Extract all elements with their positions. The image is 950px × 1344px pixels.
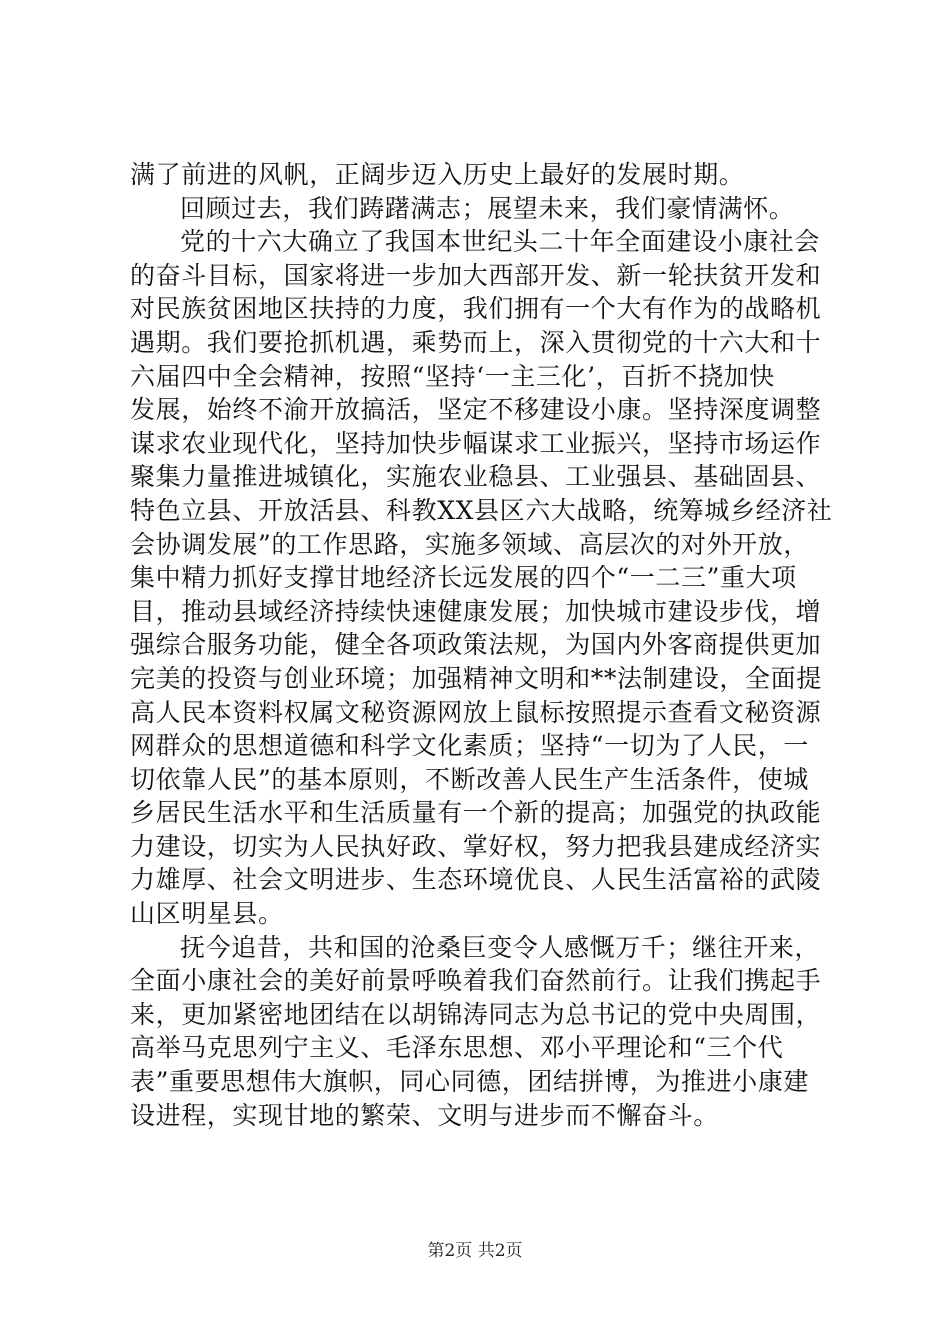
text-line: 党的十六大确立了我国本世纪头二十年全面建设小康社会 xyxy=(180,227,821,257)
document-body xyxy=(130,158,833,1132)
page-number-footer: 第2页 共2页 xyxy=(427,1241,523,1261)
text-line: 来，更加紧密地团结在以胡锦涛同志为总书记的党中央周围， xyxy=(130,999,822,1029)
text-line: 乡居民生活水平和生活质量有一个新的提高；加强党的执政能 xyxy=(130,798,822,828)
text-line: 六届四中全会精神，按照“坚持‘一主三化’，百折不挠加快 xyxy=(130,361,775,391)
text-line: 发展，始终不渝开放搞活，坚定不移建设小康。坚持深度调整 xyxy=(130,395,822,425)
text-line: 会协调发展”的工作思路，实施多领域、高层次的对外开放， xyxy=(130,529,809,559)
text-line: 山区明星县。 xyxy=(130,899,284,929)
text-line: 目，推动县域经济持续快速健康发展；加快城市建设步伐，增 xyxy=(130,596,822,626)
text-line: 遇期。我们要抢抓机遇，乘势而上，深入贯彻党的十六大和十 xyxy=(130,327,822,357)
text-line: 完美的投资与创业环境；加强精神文明和**法制建设，全面提 xyxy=(130,663,822,693)
text-line: 对民族贫困地区扶持的力度，我们拥有一个大有作为的战略机 xyxy=(130,294,822,324)
text-line: 特色立县、开放活县、科教XX县区六大战略，统筹城乡经济社 xyxy=(130,495,833,525)
text-line: 聚集力量推进城镇化，实施农业稳县、工业强县、基础固县、 xyxy=(130,462,822,492)
text-line: 表”重要思想伟大旗帜，同心同德，团结拼博，为推进小康建 xyxy=(130,1067,809,1097)
text-line: 抚今追昔，共和国的沧桑巨变令人感慨万千；继往开来， xyxy=(180,932,821,962)
text-line: 满了前进的风帆，正阔步迈入历史上最好的发展时期。 xyxy=(130,160,745,189)
text-line: 集中精力抓好支撑甘地经济长远发展的四个“一二三”重大项 xyxy=(130,563,797,593)
text-line: 的奋斗目标，国家将进一步加大西部开发、新一轮扶贫开发和 xyxy=(130,260,822,290)
text-line: 高人民本资料权属文秘资源网放上鼠标按照提示查看文秘资源 xyxy=(130,697,822,727)
text-line: 力建设，切实为人民执好政、掌好权，努力把我县建成经济实 xyxy=(130,831,822,861)
text-line: 回顾过去，我们踌躇满志；展望未来，我们豪情满怀。 xyxy=(180,193,795,223)
text-line: 网群众的思想道德和科学文化素质；坚持“一切为了人民，一 xyxy=(130,731,809,761)
text-line: 全面小康社会的美好前景呼唤着我们奋然前行。让我们携起手 xyxy=(130,966,822,996)
text-line: 高举马克思列宁主义、毛泽东思想、邓小平理论和“三个代 xyxy=(130,1033,784,1063)
text-line: 设进程，实现甘地的繁荣、文明与进步而不懈奋斗。 xyxy=(130,1100,719,1130)
text-line: 切依靠人民”的基本原则，不断改善人民生产生活条件，使城 xyxy=(130,764,809,794)
text-line: 谋求农业现代化，坚持加快步幅谋求工业振兴，坚持市场运作 xyxy=(130,428,822,458)
text-line: 强综合服务功能，健全各项政策法规，为国内外客商提供更加 xyxy=(130,630,822,660)
text-line: 力雄厚、社会文明进步、生态环境优良、人民生活富裕的武陵 xyxy=(130,865,822,895)
